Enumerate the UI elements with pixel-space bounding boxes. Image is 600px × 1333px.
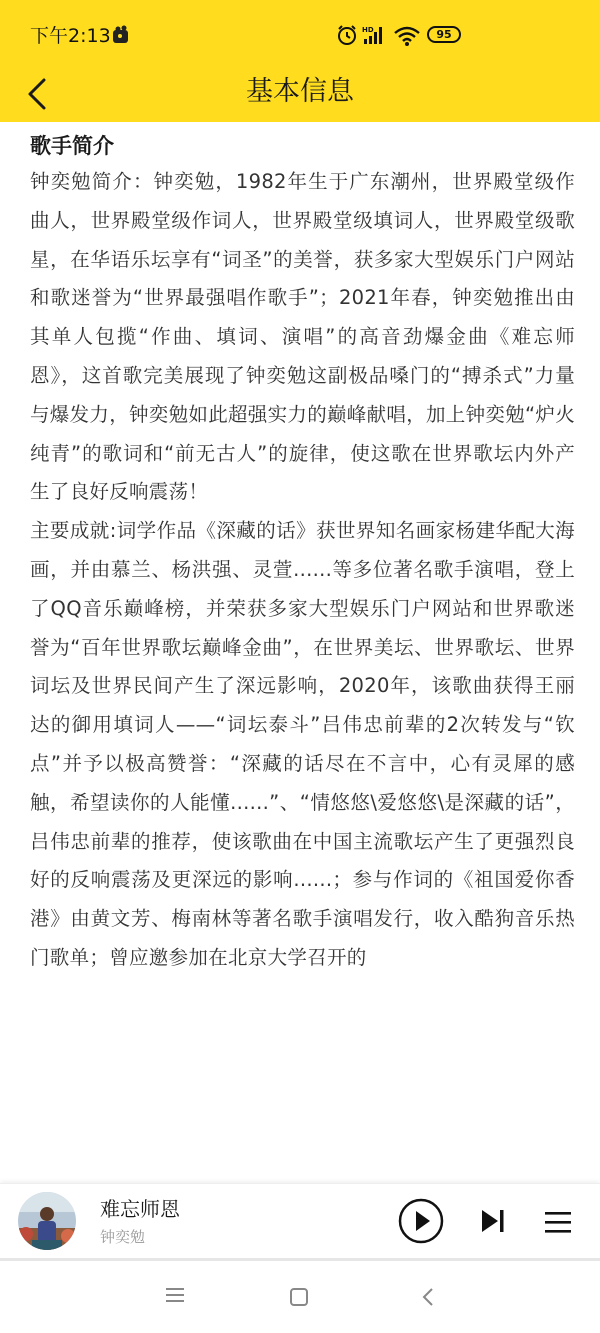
battery-icon: 95 [427, 26, 461, 43]
status-time: 下午2:13 [30, 25, 111, 47]
bio-paragraph: 钟奕勉简介：钟奕勉，1982年生于广东潮州，世界殿堂级作曲人，世界殿堂级作词人，世界殿堂级填词人，世界殿堂级歌星，在华语乐坛享有“词圣”的美誉，获多家大型娱乐门户网站和歌迷誉为“世界最强唱作歌手”；2021年春，钟奕勉推出由其单人包揽“作曲、填词、演唱”的高音劲爆金曲《难忘师恩》，这首歌完美展现了钟奕勉这副极品嗓门的“搏杀式”力量与爆发力，钟奕勉如此超强实力的巅峰献唱，加上钟奕勉“炉火纯青”的歌词和“前无古人”的旋律，使这歌在世界歌坛内外产生了良好反响震荡！ [30, 170, 575, 504]
play-icon [398, 1198, 444, 1244]
nav-back-button[interactable] [418, 1286, 438, 1312]
app-header [0, 66, 600, 122]
back-icon [418, 1286, 438, 1308]
status-bar [0, 0, 600, 66]
mini-player[interactable] [0, 1183, 600, 1259]
skip-next-icon [478, 1206, 508, 1236]
wifi-icon [394, 26, 420, 50]
signal-icon [362, 24, 388, 50]
alarm-icon [336, 24, 358, 50]
song-title[interactable]: 难忘师恩 [100, 1197, 180, 1221]
song-artist: 钟奕勉 [100, 1228, 146, 1246]
section-title: 歌手简介 [30, 134, 114, 158]
recent-apps-icon [164, 1285, 186, 1305]
achievements-paragraph: 主要成就:词学作品《深藏的话》获世界知名画家杨建华配大海画，并由慕兰、杨洪强、灵萱......等多位著名歌手演唱，登上了QQ音乐巅峰榜，并荣获多家大型娱乐门户网站和世界歌迷誉为“百年世界歌坛巅峰金曲”，在世界美坛、世界歌坛、世界词坛及世界民间产生了深远影响，2020年，该歌曲获得王丽达的御用填词人——“词坛泰斗”吕伟忠前辈的2次转发与“钦点”并予以极高赞誉：“深藏的话尽在不言中，心有灵犀的感触，希望读你的人能懂......”、“情悠悠\爱悠悠\是深藏的话”，吕伟忠前辈的推荐，使该歌曲在中国主流歌坛产生了更强烈良好的反响震荡及更深远的影响......；参与作词的《祖国爱你香港》由黄文芳、梅南林等著名歌手演唱发行，收入酷狗音乐热门歌单；曾应邀参加在北京大学召开的 [30, 519, 575, 969]
nav-menu-button[interactable] [164, 1285, 186, 1309]
album-avatar[interactable] [18, 1192, 76, 1250]
svg-text:HD: HD [362, 26, 374, 34]
play-button[interactable] [398, 1198, 444, 1244]
singer-bio-content[interactable] [30, 122, 575, 1182]
playlist-button[interactable] [543, 1208, 573, 1236]
menu-icon [543, 1208, 573, 1236]
system-nav-bar [0, 1261, 600, 1333]
app-notification-icon [110, 24, 132, 46]
next-button[interactable] [478, 1206, 508, 1236]
nav-home-button[interactable] [288, 1287, 310, 1311]
home-icon [288, 1287, 310, 1307]
page-title: 基本信息 [246, 76, 354, 107]
